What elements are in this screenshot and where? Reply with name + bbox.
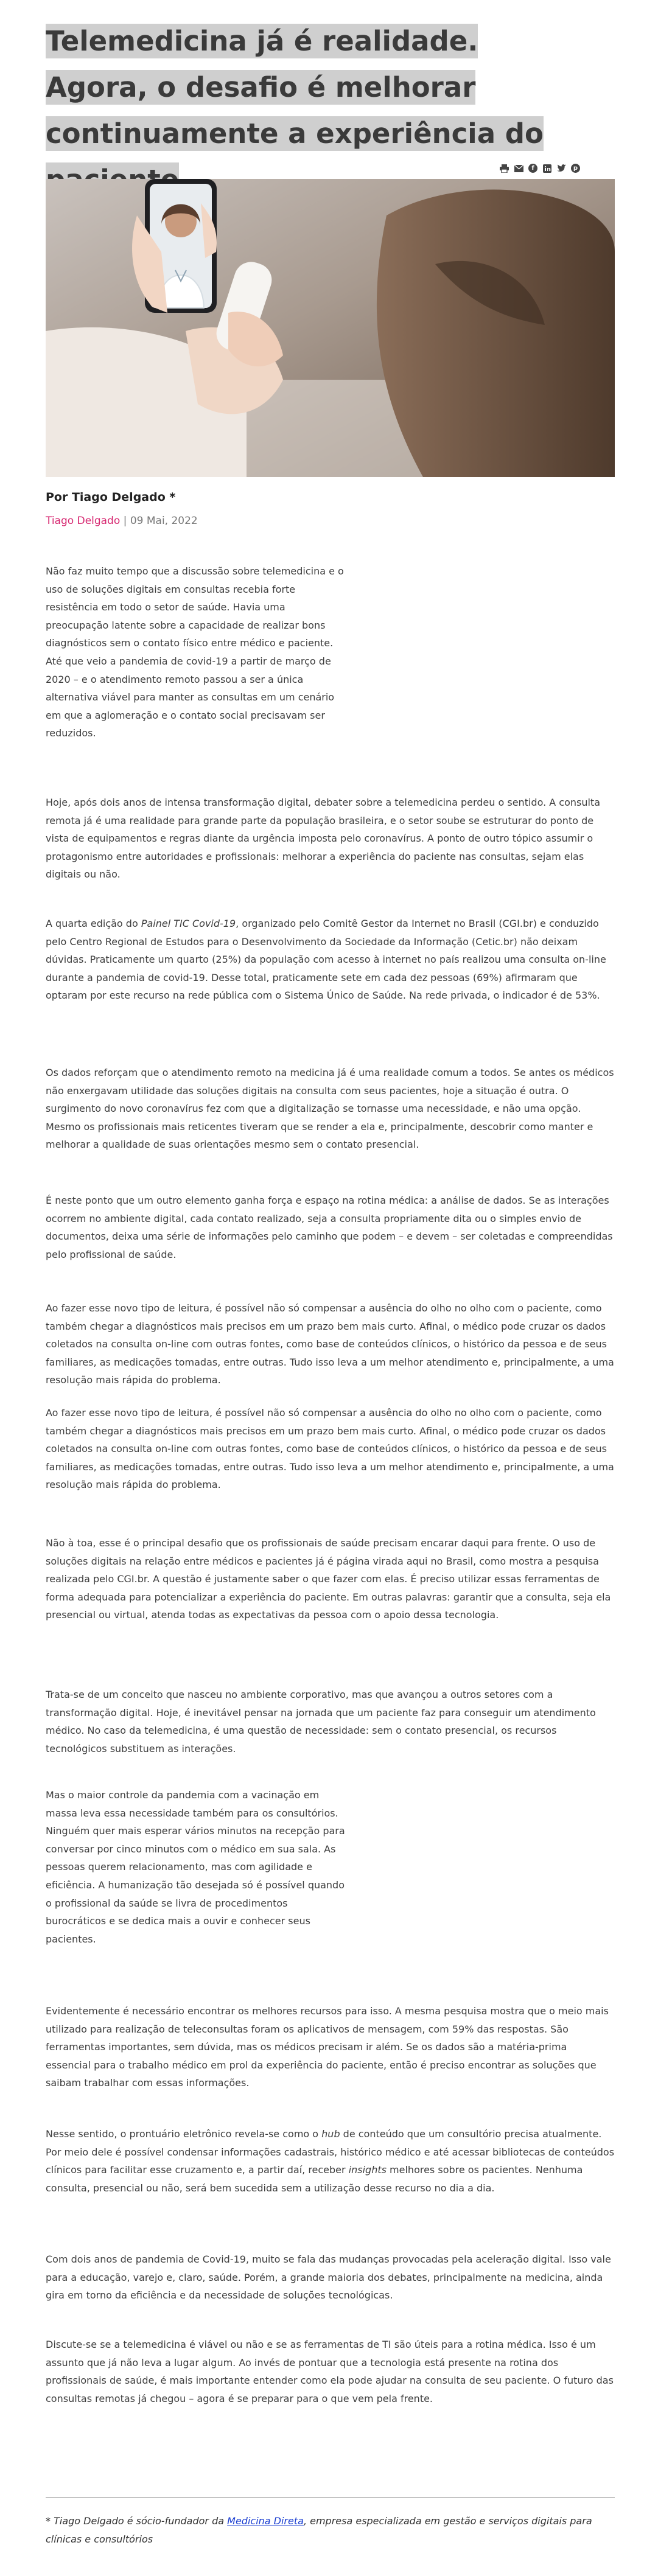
article-title (46, 18, 575, 203)
paragraph-13: Com dois anos de pandemia de Covid-19, muito se fala das mudanças provocadas pela aceleração digital. Isso vale para a educação, varejo e, claro, saúde. Porém, a grande maioria dos debates, principalmente na medicina, ainda gira em torno da eficiência e da necessidade de soluções tecnológicas. (46, 2253, 611, 2302)
paragraph-5: É neste ponto que um outro elemento ganha força e espaço na rotina médica: a análise de dados. Se as interações ocorrem no ambiente digital, cada contato realizado, seja a consulta propriamente dita ou o simples envio de documentos, deixa uma série de informações pelo caminho que podem – e devem – ser coletadas e compreendidas pelo profissional de saúde. (46, 1195, 613, 1260)
paragraph-3-text-a: A quarta edição do (46, 918, 141, 929)
footnote-prefix: * Tiago Delgado é sócio-fundador da (46, 2515, 228, 2527)
company-link[interactable]: Medicina Direta (227, 2515, 304, 2527)
paragraph-3-text-b: , organizado pelo Comitê Gestor da Internet no Brasil (CGI.br) e conduzido pelo Centro Regional de Estudos para o Desenvolvimento da Sociedade da Informação (Cetic.br) não deixam dúvidas. Praticamente um quarto (25%) da população com acesso à internet no país realizou uma consulta on-line durante a pandemia de covid-19. Desse total, praticamente sete em cada dez pessoas (69%) afirmaram que optaram por este recurso na rede pública com o Sistema Único de Saúde. Na rede privada, o indicador é de 53%. (46, 918, 606, 1002)
facebook-icon[interactable]: f (528, 164, 537, 173)
print-icon[interactable] (499, 163, 509, 173)
paragraph-9: Trata-se de um conceito que nasceu no ambiente corporativo, mas que avançou a outros setores com a transformação digital. Hoje, é inevitável pensar na jornada que um paciente faz para conseguir um atendimento médico. No caso da telemedicina, é uma questão de necessidade: sem o contato presencial, os recursos tecnológicos substituem as interações. (46, 1689, 596, 1754)
footnote-suffix: , empresa especializada em gestão e serviços digitais para clínicas e consultórios (46, 2515, 592, 2545)
hero-image (46, 179, 615, 477)
article-meta (46, 515, 198, 527)
paragraph-12-text-c: melhores sobre os pacientes. Nenhuma consulta, presencial ou não, será bem sucedida sem a utilização desse recurso no dia a dia. (46, 2164, 583, 2194)
paragraph-8: Não à toa, esse é o principal desafio que os profissionais de saúde precisam encarar daqui para frente. O uso de soluções digitais na relação entre médicos e pacientes já é página virada aqui no Brasil, como mostra a pesquisa realizada pelo CGI.br. A questão é justamente saber o que fazer com elas. É preciso utilizar essas ferramentas de forma adequada para potencializar a experiência do paciente. Em outras palavras: garantir que a consulta, seja ela presencial ou virtual, atenda todas as expectativas da pessoa com o apoio dessa tecnologia. (46, 1537, 611, 1621)
meta-separator: | (120, 515, 130, 527)
paragraph-7: Ao fazer esse novo tipo de leitura, é possível não só compensar a ausência do olho no olho com o paciente, como também chegar a diagnósticos mais precisos em um prazo bem mais curto. Afinal, o médico pode cruzar os dados coletados na consulta on-line com outras fontes, como base de conteúdos clínicos, o histórico da pessoa e de seus familiares, as medicações tomadas, entre outras. Tudo isso leva a um melhor atendimento e, principalmente, a uma resolução mais rápida do problema. (46, 1407, 614, 1491)
paragraph-6: Ao fazer esse novo tipo de leitura, é possível não só compensar a ausência do olho no olho com o paciente, como também chegar a diagnósticos mais precisos em um prazo bem mais curto. Afinal, o médico pode cruzar os dados coletados na consulta on-line com outras fontes, como base de conteúdos clínicos, o histórico da pessoa e de seus familiares, as medicações tomadas, entre outras. Tudo isso leva a um melhor atendimento e, principalmente, a uma resolução mais rápida do problema. (46, 1302, 614, 1386)
insights-term: insights (348, 2164, 387, 2176)
paragraph-3 (46, 915, 615, 1005)
linkedin-icon[interactable] (542, 163, 552, 173)
paragraph-4: Os dados reforçam que o atendimento remoto na medicina já é uma realidade comum a todos. Se antes os médicos não enxergavam utilidade das soluções digitais na consulta com seus pacientes, hoje a situação é outra. O surgimento do novo coronavírus fez com que a digitalização se tornasse uma necessidade, e não uma opção. Mesmo os profissionais mais reticentes tiveram que se render a ela e, principalmente, descobrir como manter e melhorar a qualidade de suas orientações mesmo sem o contato presencial. (46, 1067, 614, 1151)
paragraph-12 (46, 2125, 615, 2197)
article-title-text: Telemedicina já é realidade. Agora, o desafio é melhorar continuamente a experiência do (46, 24, 544, 197)
publish-date: 09 Mai, 2022 (130, 515, 198, 527)
email-icon[interactable] (514, 163, 524, 173)
author-footnote (46, 2512, 615, 2548)
article-title-container (46, 18, 575, 203)
paragraph-11: Evidentemente é necessário encontrar os melhores recursos para isso. A mesma pesquisa mostra que o meio mais utilizado para realização de teleconsultas foram os aplicativos de mensagem, com 59% das respostas. São ferramentas importantes, sem dúvida, mas os médicos precisam ir além. Se os dados são a matéria-prima essencial para o trabalho médico em prol da experiência do paciente, então é preciso encontrar as soluções que saibam trabalhar com essas informações. (46, 2005, 609, 2089)
paragraph-10: Mas o maior controle da pandemia com a vacinação em massa leva essa necessidade também para os consultórios. Ninguém quer mais esperar vários minutos na recepção para conversar por cinco minutos com o médico em sua sala. As pessoas querem relacionamento, mas com agilidade e eficiência. A humanização tão desejada só é possível quando o profissional da saúde se livra de procedimentos burocráticos e se dedica mais a ouvir e conhecer seus pacientes. (46, 1789, 345, 1945)
paragraph-12-text-b: de conteúdo que um consultório precisa atualmente. Por meio dele é possível condensar informações cadastrais, histórico médico e até acessar bibliotecas de conteúdos clínicos para facilitar esse cruzamento e, a partir daí, receber (46, 2128, 615, 2176)
share-bar (499, 163, 580, 173)
byline: Por Tiago Delgado * (46, 490, 176, 504)
paragraph-14: Discute-se se a telemedicina é viável ou não e se as ferramentas de TI são úteis para a rotina médica. Isso é um assunto que já não leva a lugar algum. Ao invés de pontuar que a tecnologia está presente na rotina dos profissionais de saúde, é mais importante entender como ela pode ajudar na consulta de seu paciente. O futuro das consultas remotas já chegou – agora é se preparar para o que vem pela frente. (46, 2339, 614, 2404)
paragraph-12-text-a: Nesse sentido, o prontuário eletrônico revela-se como o (46, 2128, 322, 2140)
paragraph-1: Não faz muito tempo que a discussão sobre telemedicina e o uso de soluções digitais em consultas recebia forte resistência em todo o setor de saúde. Havia uma preocupação latente sobre a capacidade de realizar bons diagnósticos sem o contato físico entre médico e paciente. Até que veio a pandemia de covid-19 a partir de março de 2020 – e o atendimento remoto passou a ser a única alternativa viável para manter as consultas em um cenário em que a aglomeração e o contato social precisavam ser reduzidos. (46, 565, 344, 739)
panel-name: Painel TIC Covid-19 (141, 918, 236, 929)
hub-term: hub (321, 2128, 340, 2140)
twitter-icon[interactable] (556, 163, 567, 173)
footnote-divider (46, 2497, 615, 2498)
paragraph-2: Hoje, após dois anos de intensa transformação digital, debater sobre a telemedicina perdeu o sentido. A consulta remota já é uma realidade para grande parte da população brasileira, e o setor soube se estruturar do ponto de vista de equipamentos e regras diante da urgência imposta pelo coronavírus. A ponto de outro tópico assumir o protagonismo entre autoridades e profissionais: melhorar a experiência do paciente nas consultas, sejam elas digitais ou não. (46, 797, 601, 881)
author-link[interactable]: Tiago Delgado (46, 515, 121, 527)
pinterest-icon[interactable]: p (571, 164, 580, 173)
